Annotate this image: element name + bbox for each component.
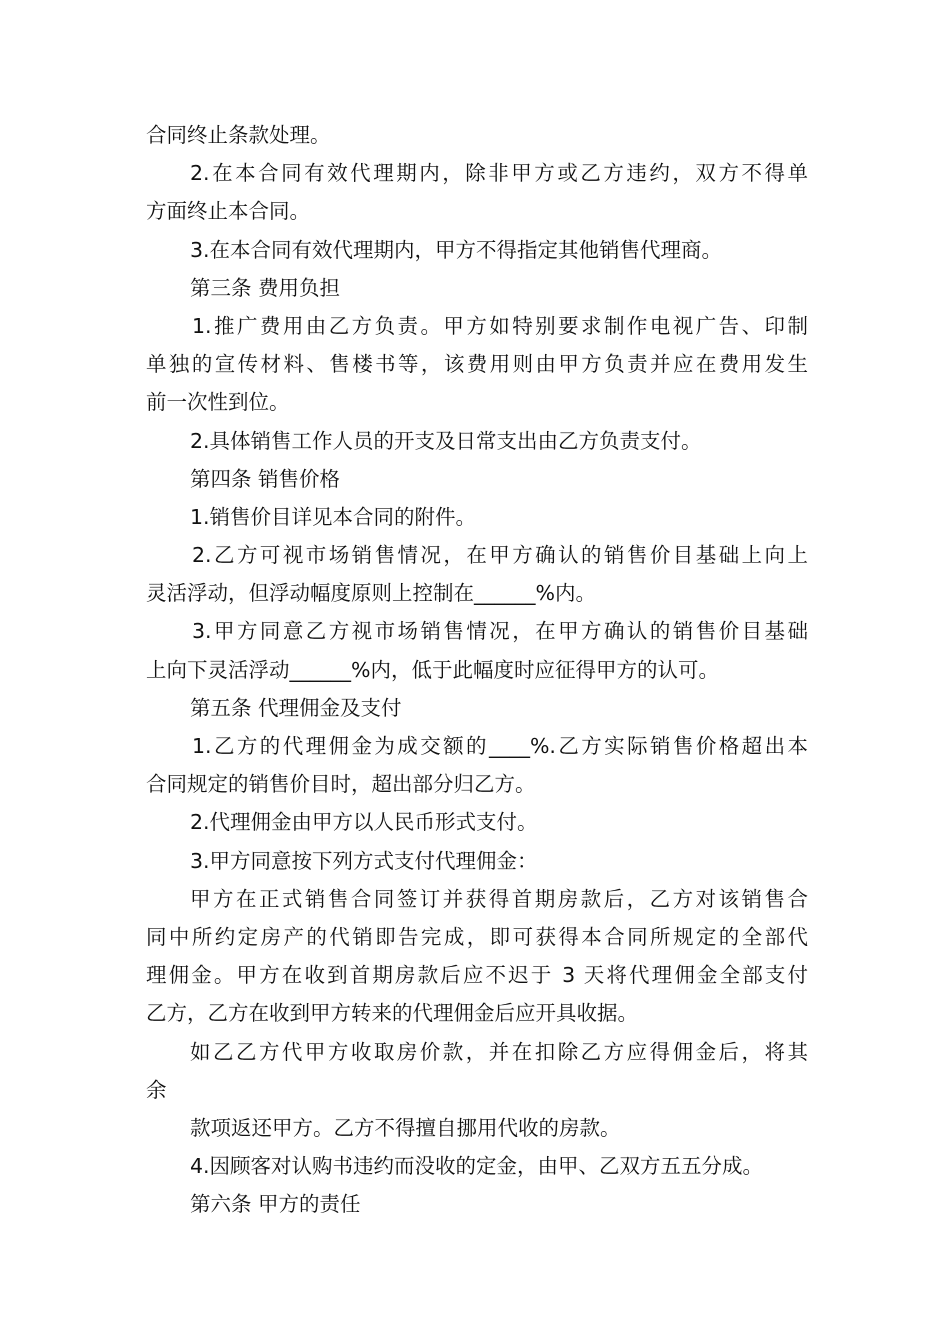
text-line: 3.甲方同意乙方视市场销售情况，在甲方确认的销售价目基础 [192, 619, 808, 644]
text-line: 理佣金。甲方在收到首期房款后应不迟于 3 天将代理佣金全部支付 [146, 963, 808, 988]
text-line: 2.具体销售工作人员的开支及日常支出由乙方负责支付。 [190, 428, 702, 453]
text-line: 单独的宣传材料、售楼书等，该费用则由甲方负责并应在费用发生 [146, 352, 808, 377]
text-line: 1.销售价目详见本合同的附件。 [190, 504, 477, 529]
document-body [146, 116, 808, 1223]
text-line: 同中所约定房产的代销即告完成，即可获得本合同所规定的全部代 [146, 924, 808, 949]
section-heading: 第五条 代理佣金及支付 [190, 695, 402, 720]
text-line: 甲方在正式销售合同签订并获得首期房款后，乙方对该销售合 [190, 886, 808, 911]
text-line: 款项返还甲方。乙方不得擅自挪用代收的房款。 [190, 1115, 621, 1140]
text-line: 如乙乙方代甲方收取房价款，并在扣除乙方应得佣金后，将其 [190, 1039, 808, 1064]
text-line: 方面终止本合同。 [146, 199, 310, 224]
text-line: 前一次性到位。 [146, 390, 290, 415]
section-heading: 第三条 费用负担 [190, 275, 341, 300]
text-line: 4.因顾客对认购书违约而没收的定金，由甲、乙双方五五分成。 [190, 1154, 764, 1179]
text-line: 2.在本合同有效代理期内，除非甲方或乙方违约，双方不得单 [190, 161, 808, 186]
text-line: 1.推广费用由乙方负责。甲方如特别要求制作电视广告、印制 [192, 313, 808, 338]
text-line: 2.乙方可视市场销售情况，在甲方确认的销售价目基础上向上 [192, 543, 808, 568]
text-line: 1.乙方的代理佣金为成交额的____%.乙方实际销售价格超出本 [192, 734, 808, 758]
text-line: 余 [146, 1077, 167, 1102]
text-line: 乙方，乙方在收到甲方转来的代理佣金后应开具收据。 [146, 1001, 638, 1026]
text-line: 上向下灵活浮动______%内，低于此幅度时应征得甲方的认可。 [146, 657, 719, 682]
text-line: 2.代理佣金由甲方以人民币形式支付。 [190, 810, 538, 835]
section-heading: 第四条 销售价格 [190, 466, 341, 491]
text-line: 3.甲方同意按下列方式支付代理佣金： [190, 848, 538, 873]
text-line: 合同终止条款处理。 [146, 123, 331, 147]
text-line: 3.在本合同有效代理期内，甲方不得指定其他销售代理商。 [190, 237, 723, 262]
section-heading: 第六条 甲方的责任 [190, 1192, 361, 1217]
text-line: 灵活浮动，但浮动幅度原则上控制在______%内。 [146, 581, 596, 606]
text-line: 合同规定的销售价目时，超出部分归乙方。 [146, 772, 536, 797]
